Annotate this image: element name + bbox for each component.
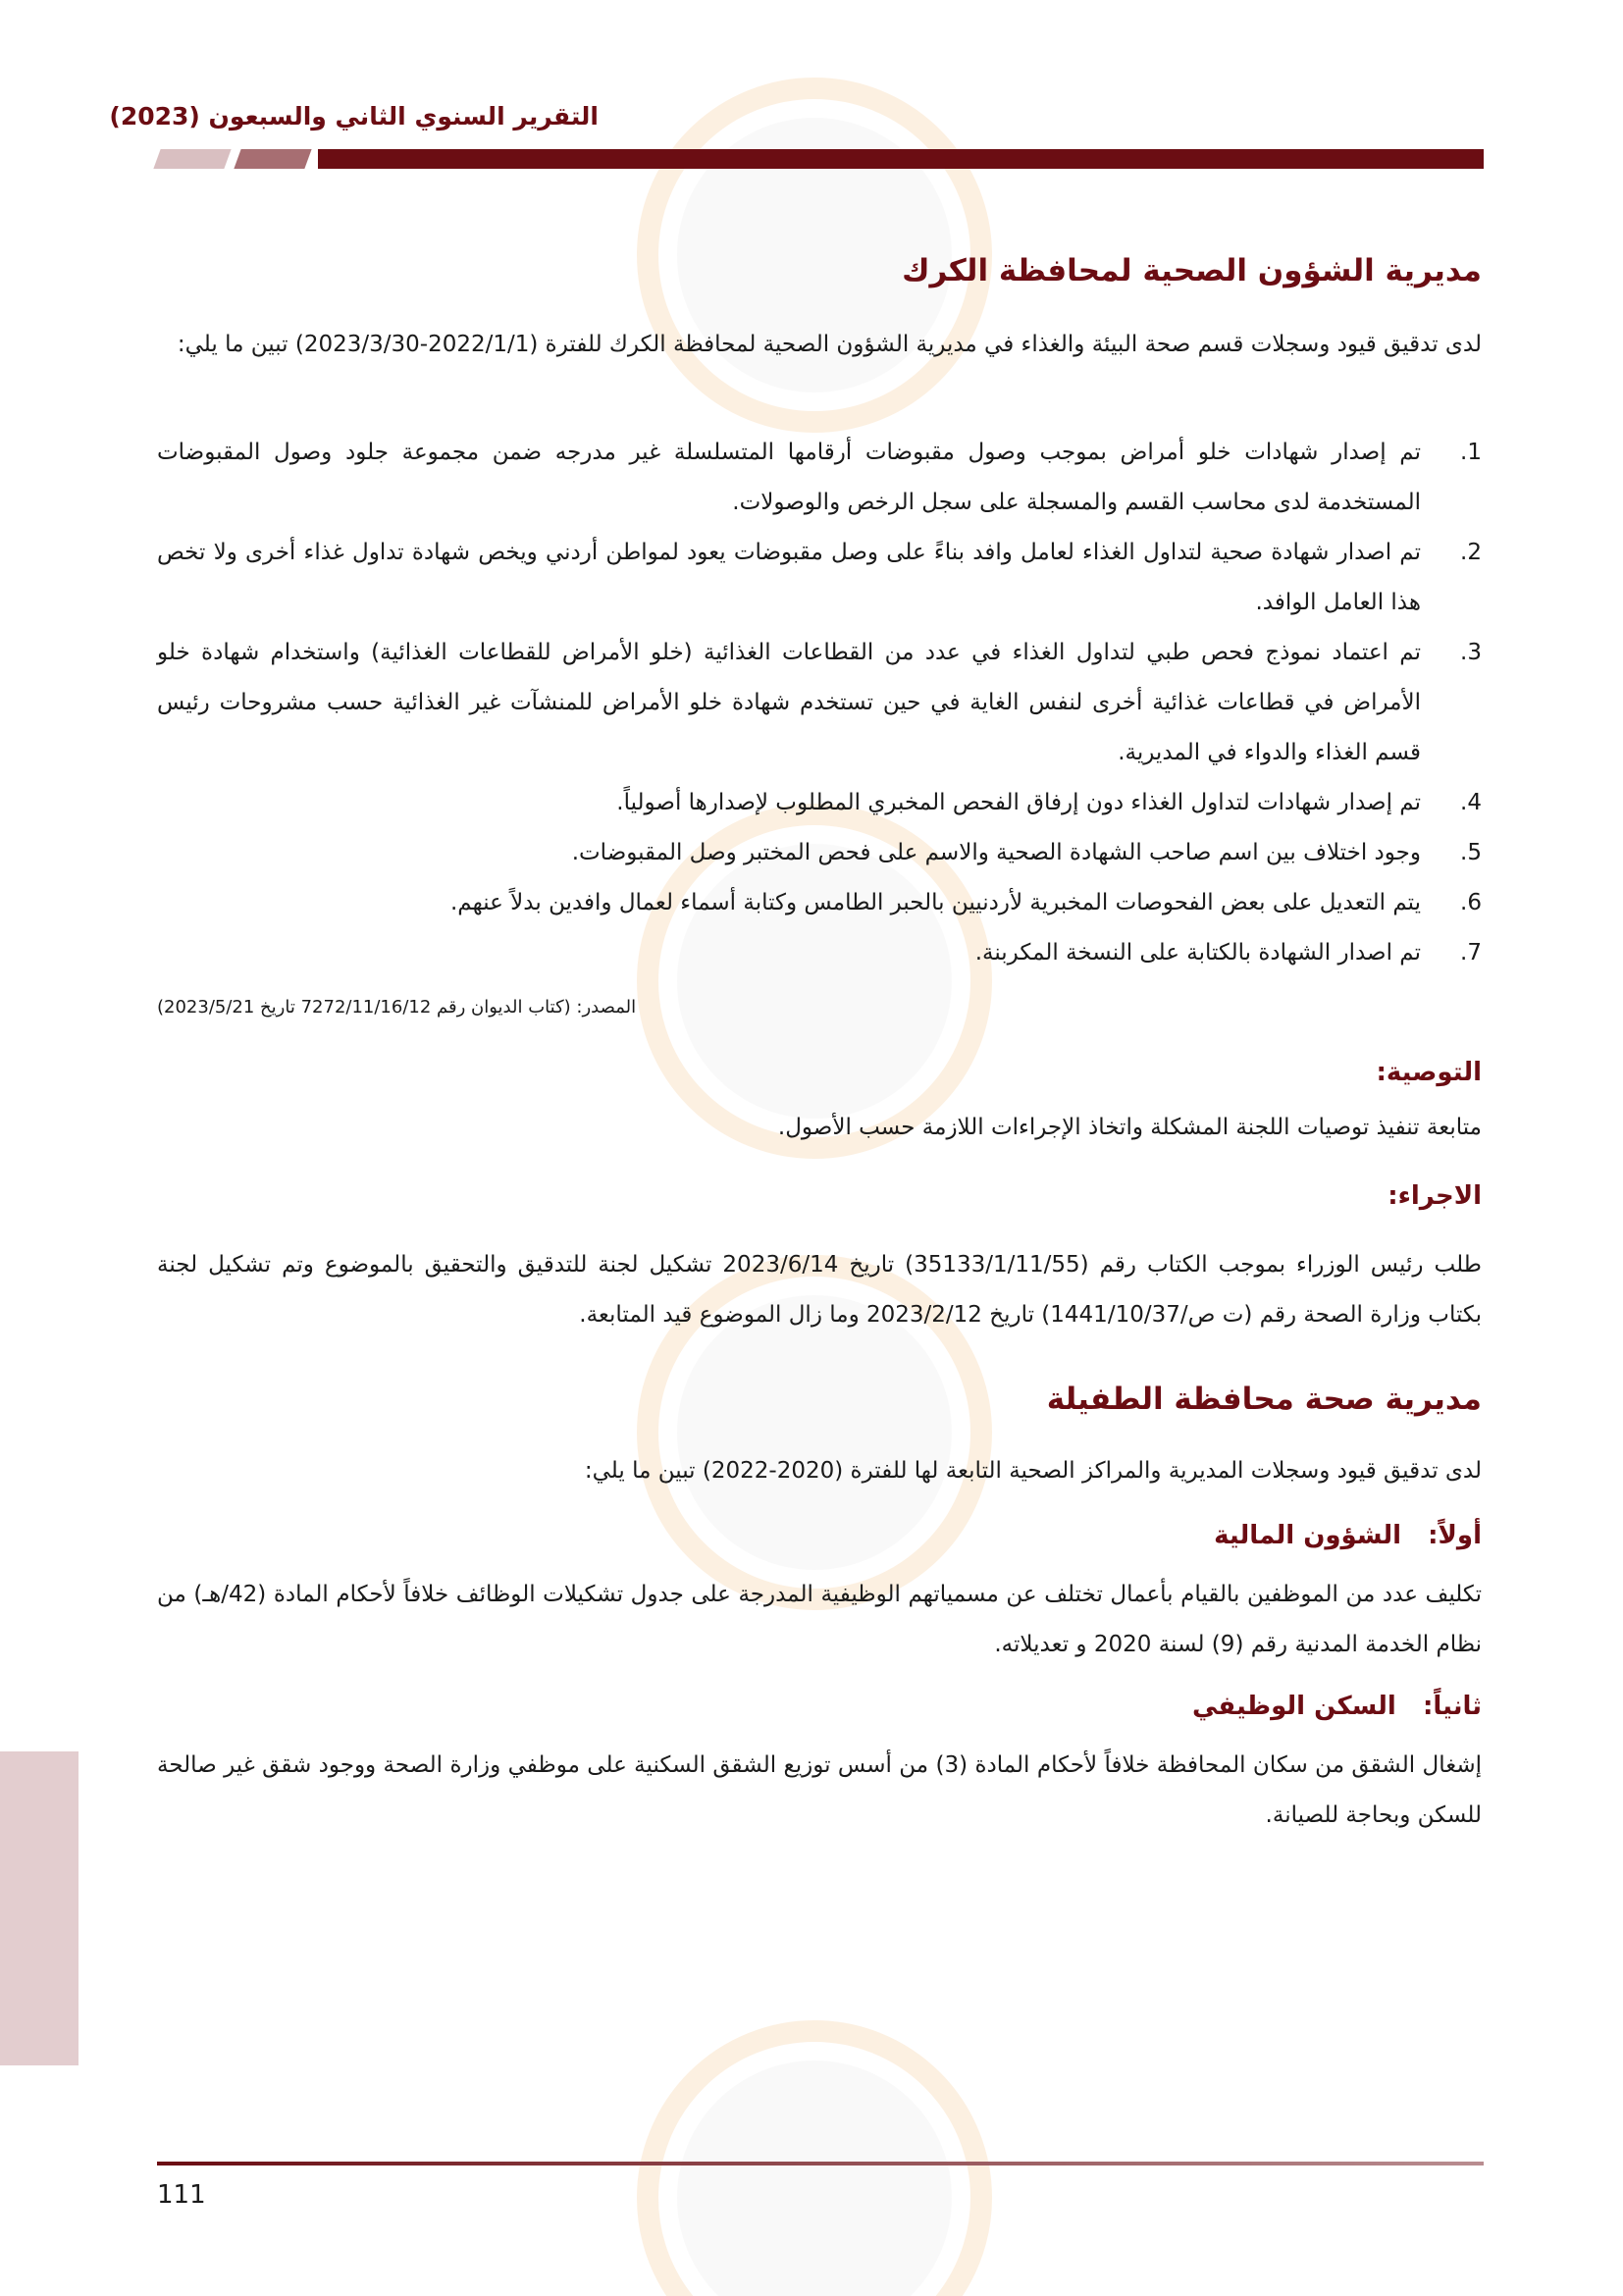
list-item: [157, 828, 1482, 878]
item-number: 4.: [1460, 790, 1482, 815]
item-number: 7.: [1460, 940, 1482, 965]
side-tab: [0, 1751, 79, 2065]
list-item: [157, 428, 1482, 528]
header-bar-main: [318, 149, 1484, 169]
list-item: [157, 628, 1482, 778]
item-number: 3.: [1460, 640, 1482, 665]
item-text: تم إصدار شهادات خلو أمراض بموجب وصول مقبوضات أرقامها المتسلسلة غير مدرجه ضمن مجموعة جلود وصول المقبوضات المستخدمة لدى محاسب القسم والمسجلة على سجل الرخص والوصولات.: [157, 440, 1421, 515]
footer-rule: [157, 2162, 1484, 2166]
item-text: تم اعتماد نموذج فحص طبي لتداول الغذاء في عدد من القطاعات الغذائية (خلو الأمراض للقطاعات الغذائية) واستخدام شهادة خلو الأمراض في قطاعات غذائية أخرى لنفس الغاية في حين تستخدم شهادة خلو الأمراض للمنشآت غير الغذائية حسب مشروحات رئيس قسم الغذاء والدواء في المديرية.: [157, 640, 1421, 765]
subsection-housing: [1192, 1692, 1482, 1721]
item-number: 6.: [1460, 890, 1482, 915]
action-title: الاجراء:: [1387, 1181, 1482, 1211]
financial-text: تكليف عدد من الموظفين بالقيام بأعمال تختلف عن مسمياتهم الوظيفية المدرجة على جدول تشكيلات الوظائف خلافاً لأحكام المادة (42/هـ) من نظام الخدمة المدنية رقم (9) لسنة 2020 و تعديلاته.: [157, 1582, 1482, 1657]
list-item: [157, 878, 1482, 928]
recommendation-title: التوصية:: [1376, 1058, 1482, 1087]
subsection-financial: [1214, 1521, 1482, 1550]
page-number: 111: [157, 2180, 206, 2210]
karak-findings-list: [157, 428, 1482, 978]
item-number: 5.: [1460, 840, 1482, 865]
section-title-tafilah: مديرية صحة محافظة الطفيلة: [1046, 1382, 1482, 1417]
housing-text: إشغال الشقق من سكان المحافظة خلافاً لأحكام المادة (3) من أسس توزيع الشقق السكنية على موظفي وزارة الصحة ووجود شقق غير صالحة للسكن وبحاجة للصيانة.: [157, 1752, 1482, 1828]
section-title-karak: مديرية الشؤون الصحية لمحافظة الكرك: [902, 253, 1482, 288]
source-note: المصدر: (كتاب الديوان رقم 7272/11/16/12 تاريخ 2023/5/21): [157, 997, 637, 1018]
item-text: يتم التعديل على بعض الفحوصات المخبرية لأردنيين بالحبر الطامس وكتابة أسماء لعمال وافدين بدلاً عنهم.: [449, 890, 1421, 915]
item-number: 1.: [1460, 440, 1482, 465]
subsection-title: السكن الوظيفي: [1191, 1692, 1396, 1721]
tafilah-intro: لدى تدقيق قيود وسجلات المديرية والمراكز الصحية التابعة لها للفترة (2020-2022) تبين ما يلي:: [584, 1458, 1482, 1484]
watermark-logo: [510, 2002, 1119, 2296]
item-text: تم اصدار الشهادة بالكتابة على النسخة المكربنة.: [974, 940, 1421, 965]
list-item: [157, 528, 1482, 628]
recommendation-text: متابعة تنفيذ توصيات اللجنة المشكلة واتخاذ الإجراءات اللازمة حسب الأصول.: [777, 1115, 1482, 1140]
action-text: طلب رئيس الوزراء بموجب الكتاب رقم (35133/1/11/55) تاريخ 2023/6/14 تشكيل لجنة للتدقيق والتحقيق بالموضوع وتم تشكيل لجنة بكتاب وزارة الصحة رقم (ت ص/1441/10/37) تاريخ 2023/2/12 وما زال الموضوع قيد المتابعة.: [157, 1252, 1482, 1328]
item-number: 2.: [1460, 540, 1482, 565]
item-text: تم اصدار شهادة صحية لتداول الغذاء لعامل وافد بناءً على وصل مقبوضات يعود لمواطن أردني ويخص شهادة تداول غذاء أخرى ولا تخص هذا العامل الوافد.: [157, 540, 1421, 615]
header-bar-light: [153, 149, 231, 169]
subsection-title: الشؤون المالية: [1214, 1521, 1401, 1550]
list-item: [157, 778, 1482, 828]
subsection-label: أولاً:: [1428, 1521, 1482, 1550]
subsection-label: ثانياً:: [1422, 1692, 1482, 1721]
karak-intro: لدى تدقيق قيود وسجلات قسم صحة البيئة والغذاء في مديرية الشؤون الصحية لمحافظة الكرك للفترة (2022/1/1-2023/3/30) تبين ما يلي:: [177, 332, 1482, 357]
list-item: [157, 928, 1482, 978]
header-bar-mid: [234, 149, 311, 169]
item-text: وجود اختلاف بين اسم صاحب الشهادة الصحية والاسم على فحص المختبر وصل المقبوضات.: [571, 840, 1421, 865]
report-header-title: التقرير السنوي الثاني والسبعون (2023): [109, 102, 599, 130]
item-text: تم إصدار شهادات لتداول الغذاء دون إرفاق الفحص المخبري المطلوب لإصدارها أصولياً.: [616, 790, 1421, 815]
